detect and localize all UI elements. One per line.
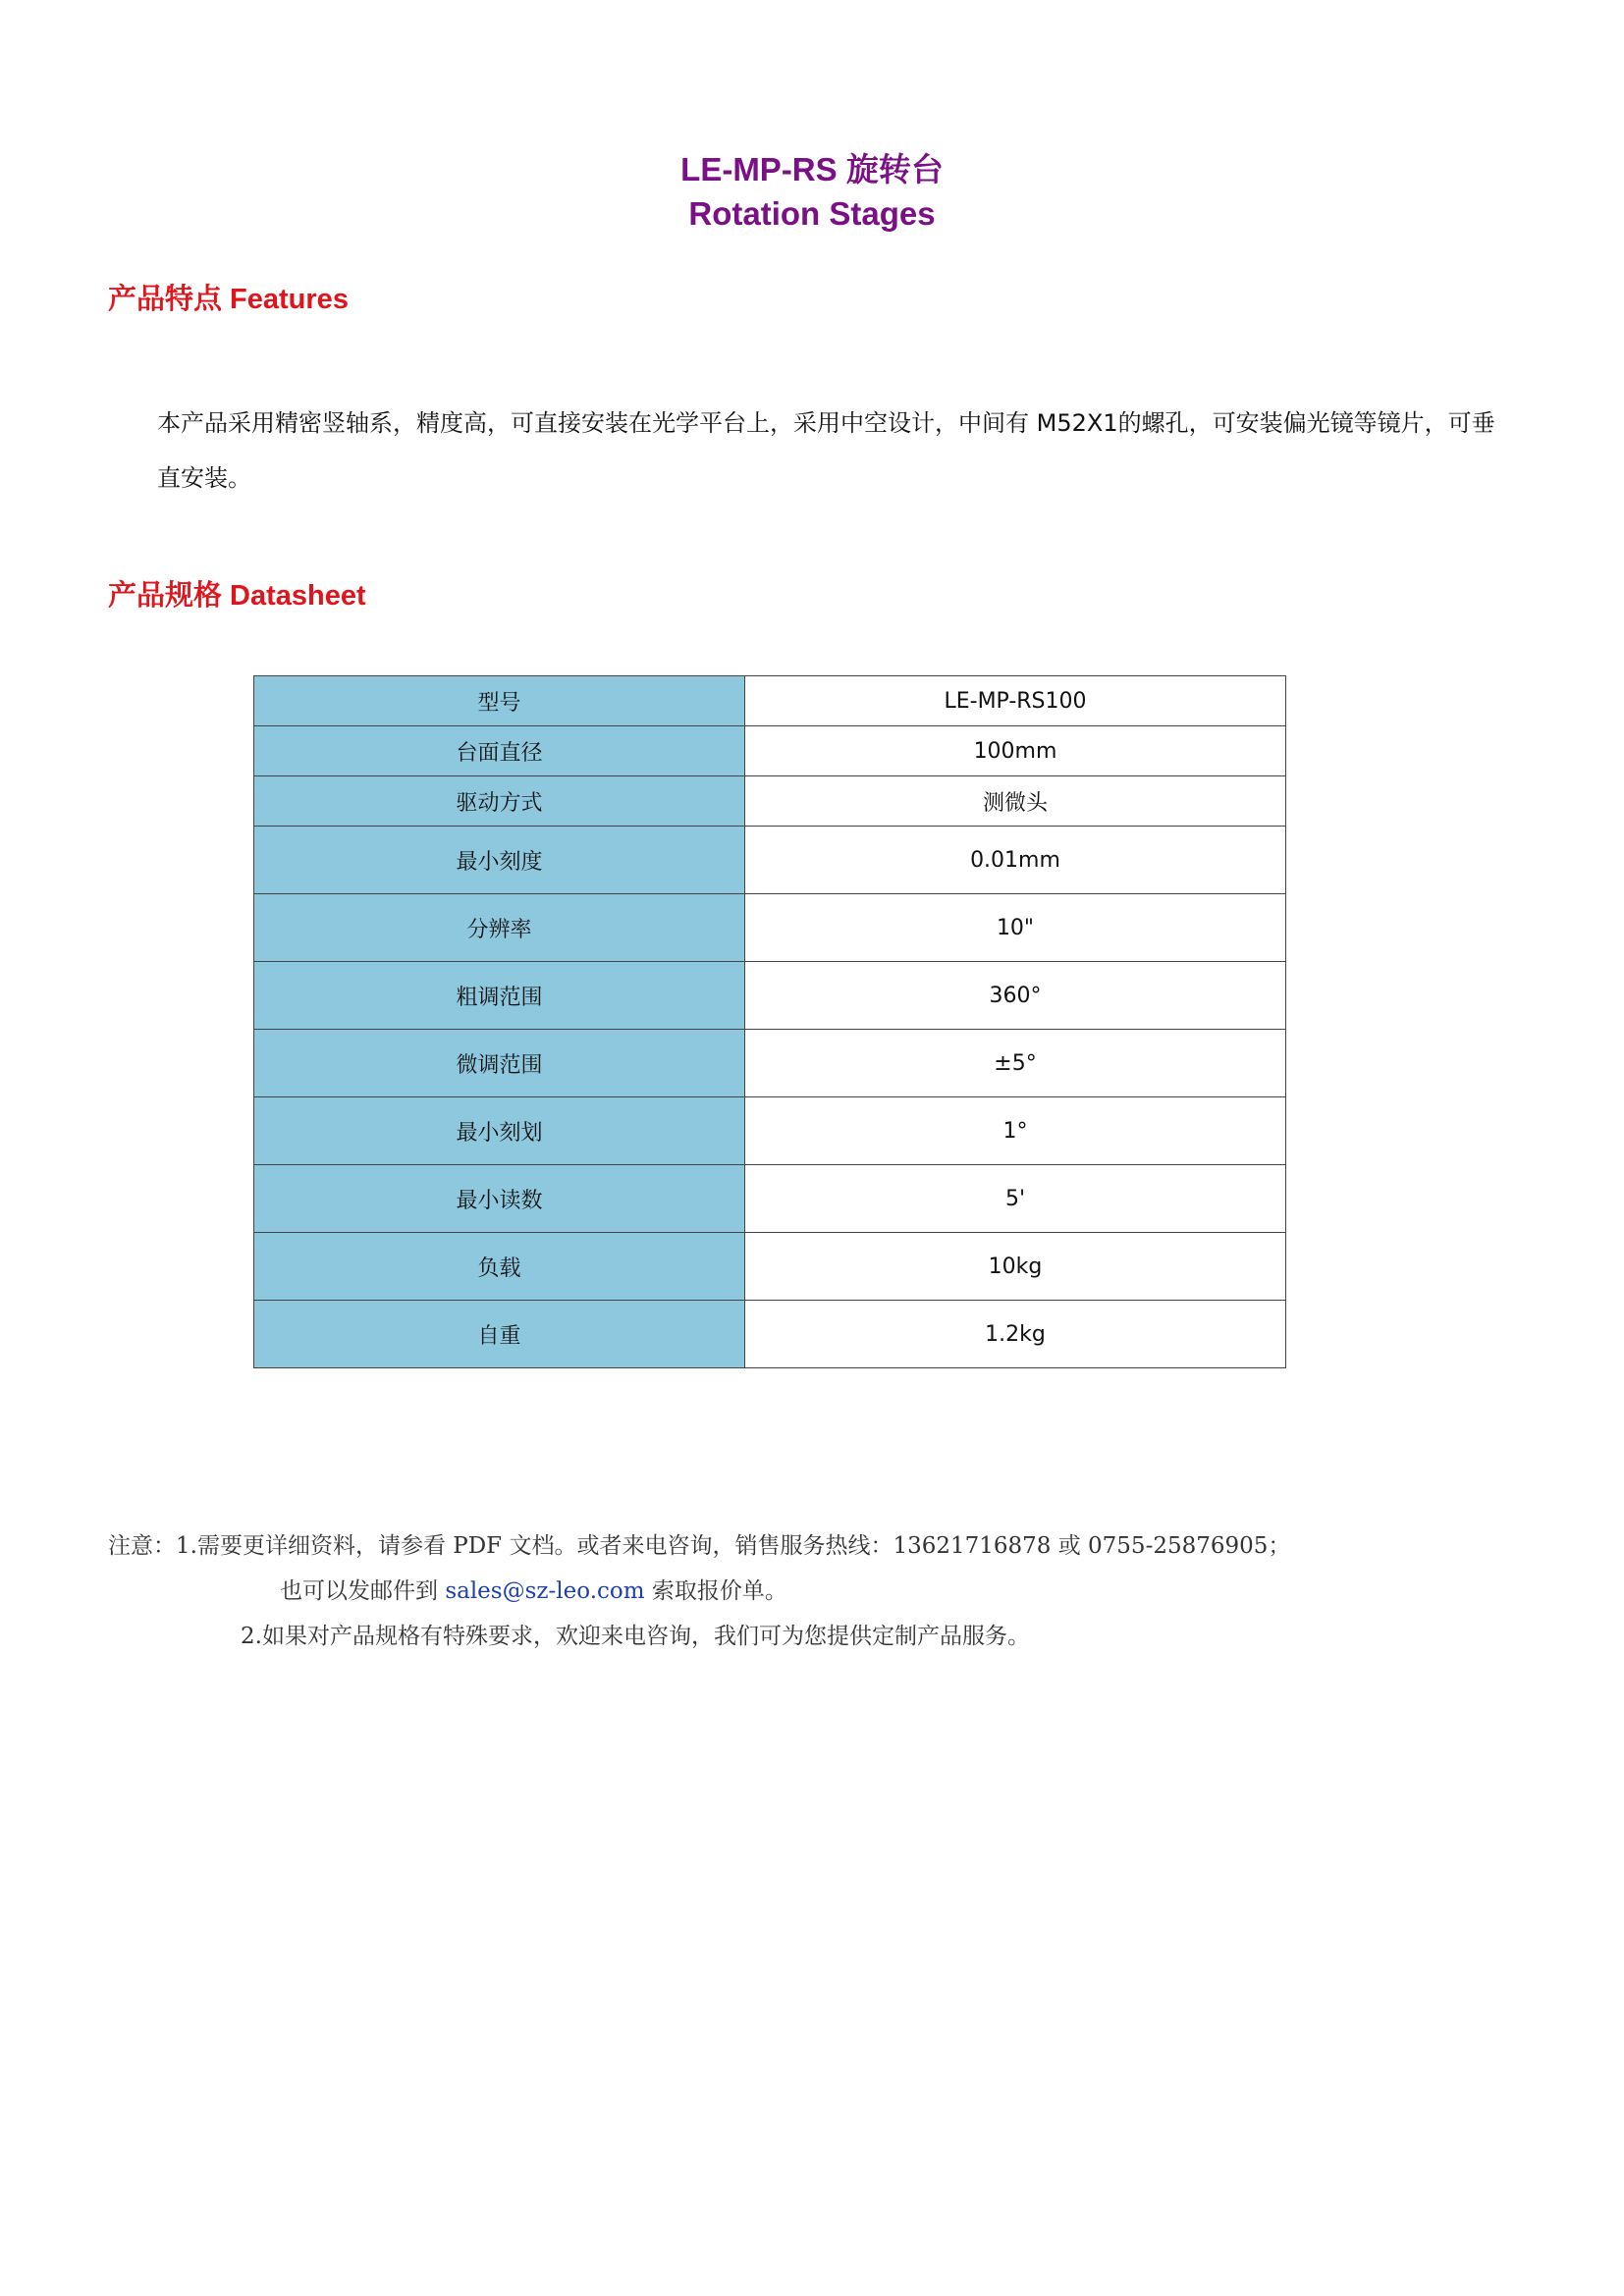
table-row <box>254 962 1286 1030</box>
spec-label: 负载 <box>254 1233 745 1301</box>
note-line-2-prefix: 也可以发邮件到 <box>280 1578 446 1604</box>
spec-value: 1.2kg <box>745 1301 1286 1368</box>
spec-label: 自重 <box>254 1301 745 1368</box>
title-line-2: Rotation Stages <box>688 195 936 232</box>
table-row <box>254 1233 1286 1301</box>
table-row <box>254 894 1286 962</box>
table-row <box>254 1097 1286 1165</box>
spec-label: 最小刻划 <box>254 1097 745 1165</box>
spec-value: 5' <box>745 1165 1286 1233</box>
spec-label: 台面直径 <box>254 726 745 776</box>
table-row <box>254 827 1286 894</box>
spec-label: 驱动方式 <box>254 776 745 827</box>
table-row <box>254 1301 1286 1368</box>
spec-value: 10" <box>745 894 1286 962</box>
spec-label: 最小刻度 <box>254 827 745 894</box>
notes <box>108 1523 1290 1659</box>
spec-value: ±5° <box>745 1030 1286 1097</box>
note-line-3: 2.如果对产品规格有特殊要求，欢迎来电咨询，我们可为您提供定制产品服务。 <box>241 1624 1030 1649</box>
spec-label: 微调范围 <box>254 1030 745 1097</box>
spec-value: 测微头 <box>745 776 1286 827</box>
datasheet-heading: 产品规格 Datasheet <box>108 580 366 612</box>
features-heading: 产品特点 Features <box>108 284 349 315</box>
features-text-line-1: 本产品采用精密竖轴系，精度高，可直接安装在光学平台上，采用中空设计，中间有 M52X1的螺孔，可安装偏光镜等镜片，可垂 <box>157 409 1495 437</box>
spec-value: LE-MP-RS100 <box>745 676 1286 726</box>
spec-value: 0.01mm <box>745 827 1286 894</box>
spec-value: 100mm <box>745 726 1286 776</box>
spec-label: 最小读数 <box>254 1165 745 1233</box>
spec-label: 分辨率 <box>254 894 745 962</box>
table-row <box>254 676 1286 726</box>
table-row <box>254 1030 1286 1097</box>
spec-label: 粗调范围 <box>254 962 745 1030</box>
email-link[interactable]: sales@sz-leo.com <box>445 1578 645 1604</box>
table-row <box>254 726 1286 776</box>
spec-label: 型号 <box>254 676 745 726</box>
page-title <box>0 147 1624 236</box>
table-row <box>254 1165 1286 1233</box>
features-text-line-2: 直安装。 <box>157 464 251 492</box>
spec-value: 10kg <box>745 1233 1286 1301</box>
note-line-1: 注意：1.需要更详细资料，请参看 PDF 文档。或者来电咨询，销售服务热线：13621716878 或 0755-25876905； <box>108 1533 1291 1559</box>
note-line-2 <box>108 1569 1290 1614</box>
spec-value: 360° <box>745 962 1286 1030</box>
spec-table <box>253 675 1286 1368</box>
note-line-2-suffix: 索取报价单。 <box>644 1578 787 1604</box>
features-description <box>157 396 1532 506</box>
title-line-1: LE-MP-RS 旋转台 <box>680 151 944 187</box>
table-row <box>254 776 1286 827</box>
spec-value: 1° <box>745 1097 1286 1165</box>
